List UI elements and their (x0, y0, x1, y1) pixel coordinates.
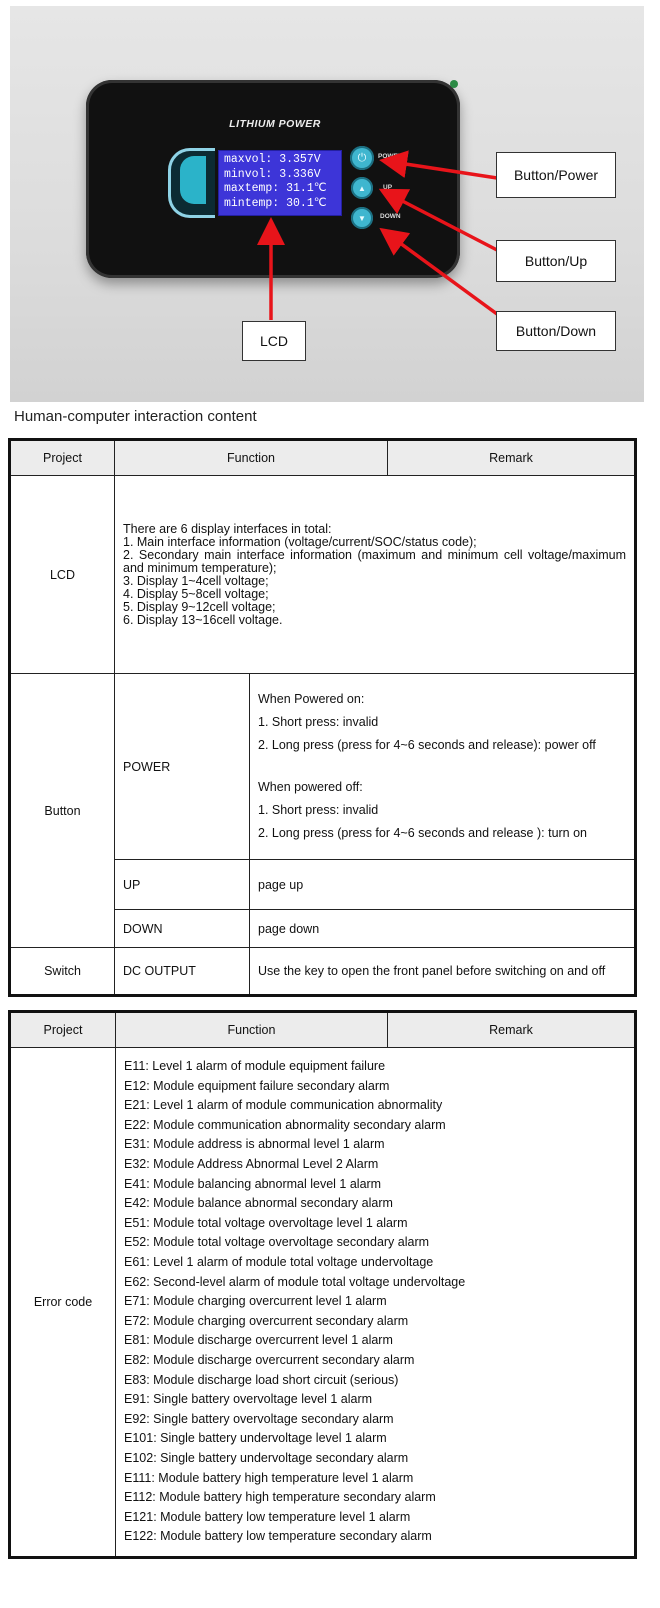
header-remark: Remark (388, 440, 636, 476)
lcd-line: minvol: 3.336V (224, 167, 321, 181)
callout-up-text: Button/Up (524, 253, 588, 269)
power-button-label: POWER (378, 153, 403, 160)
error-code-item: E12: Module equipment failure secondary alarm (124, 1078, 390, 1093)
button-up-name: UP (115, 860, 250, 910)
error-code-item: E62: Second-level alarm of module total voltage undervoltage (124, 1274, 466, 1289)
lcd-description (115, 476, 636, 674)
error-code-item: E22: Module communication abnormality secondary alarm (124, 1117, 446, 1132)
header-remark: Remark (388, 1012, 636, 1048)
power-line-4: 1. Short press: invalid (258, 803, 379, 817)
error-code-item: E31: Module address is abnormal level 1 alarm (124, 1137, 385, 1152)
header-function: Function (115, 440, 388, 476)
lcd-line-6: 6. Display 13~16cell voltage. (123, 612, 283, 627)
lcd-line-0: There are 6 display interfaces in total: (123, 521, 332, 536)
error-code-item: E11: Level 1 alarm of module equipment failure (124, 1059, 386, 1074)
switch-name: DC OUTPUT (115, 948, 250, 996)
error-code-item: E51: Module total voltage overvoltage level 1 alarm (124, 1215, 408, 1230)
down-icon: ▼ (358, 213, 366, 223)
power-line-0: When Powered on: (258, 692, 365, 706)
error-code-item: E102: Single battery undervoltage secondary alarm (124, 1450, 409, 1465)
error-code-item: E32: Module Address Abnormal Level 2 Alarm (124, 1157, 379, 1172)
error-code-item: E71: Module charging overcurrent level 1 alarm (124, 1294, 387, 1309)
error-code-item: E72: Module charging overcurrent secondary alarm (124, 1313, 409, 1328)
power-line-1: 1. Short press: invalid (258, 715, 379, 729)
header-project: Project (10, 1012, 116, 1048)
project-lcd: LCD (10, 476, 115, 674)
up-button-label: UP (383, 184, 393, 191)
error-code-item: E83: Module discharge load short circuit (serious) (124, 1372, 399, 1387)
lcd-line-3: 3. Display 1~4cell voltage; (123, 573, 269, 588)
callout-down (496, 311, 616, 351)
lcd-line-5: 5. Display 9~12cell voltage; (123, 599, 276, 614)
lcd-line-1: 1. Main interface information (voltage/current/SOC/status code); (123, 534, 477, 549)
arrow-up (385, 192, 497, 250)
error-code-item: E42: Module balance abnormal secondary alarm (124, 1196, 393, 1211)
button-down-name: DOWN (115, 910, 250, 948)
error-code-item: E41: Module balancing abnormal level 1 alarm (124, 1176, 382, 1191)
callout-power-text: Button/Power (513, 167, 599, 183)
error-code-item: E21: Level 1 alarm of module communication abnormality (124, 1098, 443, 1113)
button-power-remark (250, 674, 636, 860)
arrow-power (386, 161, 497, 178)
error-code-item: E92: Single battery overvoltage secondary alarm (124, 1411, 394, 1426)
button-up-remark: page up (250, 860, 636, 910)
power-icon: ⏻ (357, 151, 367, 164)
switch-remark: Use the key to open the front panel before switching on and off (250, 948, 636, 996)
error-code-list (116, 1048, 636, 1558)
power-line-5: 2. Long press (press for 4~6 seconds and release ): turn on (258, 826, 588, 840)
header-project: Project (10, 440, 115, 476)
up-icon: ▲ (358, 183, 366, 193)
brand-label: LITHIUM POWER (229, 118, 321, 130)
error-code-item: E101: Single battery undervoltage level 1 alarm (124, 1431, 387, 1446)
down-button-label: DOWN (380, 213, 401, 220)
project-button: Button (10, 674, 115, 948)
error-code-item: E111: Module battery high temperature level 1 alarm (124, 1470, 414, 1485)
callout-lcd-text: LCD (259, 333, 288, 349)
lcd-line-4: 4. Display 5~8cell voltage; (123, 586, 269, 601)
lcd-line: maxvol: 3.357V (224, 153, 321, 166)
callout-power (496, 152, 616, 198)
lcd-line: maxtemp: 31.1℃ (224, 182, 327, 195)
error-code-table (8, 1010, 637, 1559)
header-function: Function (116, 1012, 388, 1048)
project-error-code: Error code (10, 1048, 116, 1558)
arrow-down (385, 232, 497, 314)
error-code-item: E91: Single battery overvoltage level 1 alarm (124, 1392, 373, 1407)
lcd-line-2: 2. Secondary main interface information (maximum and minimum cell voltage/maximum and minimum temperature); (123, 547, 627, 575)
error-code-item: E52: Module total voltage overvoltage secondary alarm (124, 1235, 430, 1250)
power-line-3: When powered off: (258, 780, 363, 794)
callout-lcd (242, 321, 306, 361)
callout-down-text: Button/Down (515, 323, 597, 339)
lcd-line: mintemp: 30.1℃ (224, 196, 327, 210)
error-code-item: E121: Module battery low temperature level 1 alarm (124, 1509, 411, 1524)
error-code-item: E61: Level 1 alarm of module total voltage undervoltage (124, 1255, 434, 1270)
callout-up (496, 240, 616, 282)
button-down-remark: page down (250, 910, 636, 948)
project-switch: Switch (10, 948, 115, 996)
interaction-table (8, 438, 637, 997)
error-code-item: E112: Module battery high temperature secondary alarm (124, 1490, 436, 1505)
section-heading: Human-computer interaction content (14, 408, 257, 425)
error-code-item: E122: Module battery low temperature secondary alarm (124, 1529, 432, 1544)
button-power-name: POWER (115, 674, 250, 860)
power-line-2: 2. Long press (press for 4~6 seconds and release): power off (258, 738, 596, 752)
error-code-item: E82: Module discharge overcurrent secondary alarm (124, 1352, 415, 1367)
error-code-item: E81: Module discharge overcurrent level 1 alarm (124, 1333, 393, 1348)
